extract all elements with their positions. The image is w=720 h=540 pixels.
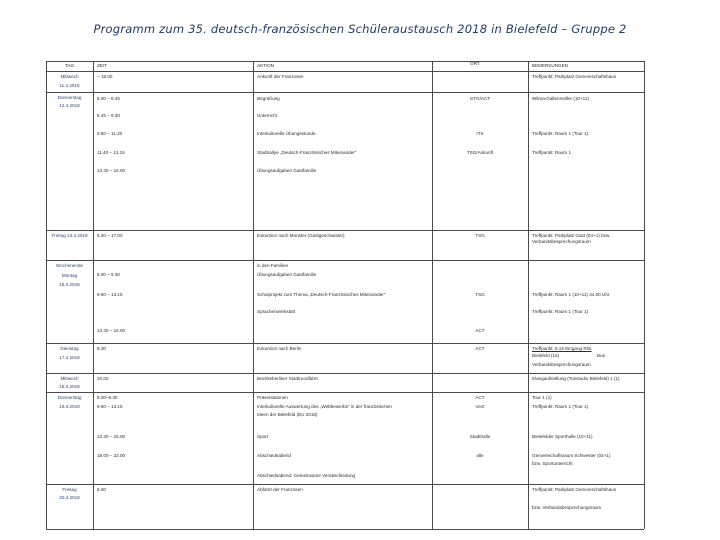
row-time: 13.30 – 15.00 <box>97 168 126 173</box>
row-action: Sprachenwerkstatt <box>257 309 296 314</box>
row-action: Begrüßung <box>257 96 280 101</box>
row-action: in den Familien <box>257 263 289 268</box>
day-label: Donnerstag <box>57 395 82 400</box>
row-line <box>46 260 644 261</box>
row-place: TSG <box>475 233 485 238</box>
row-note: Treffpunkt: Raum 1 (Tour 1) <box>532 131 589 136</box>
row-place: Stadthalle <box>469 434 491 439</box>
header-tag: TAG <box>64 63 75 68</box>
row-action: Ideen der Bielefeld (EU 2018) <box>257 412 318 417</box>
col-line <box>93 61 94 529</box>
row-line <box>46 343 644 344</box>
row-line <box>46 230 644 231</box>
row-note: bzw. Sportunterricht <box>532 461 573 466</box>
row-note: Treffpunkt: 8.15 Eingang Rhit <box>532 346 592 351</box>
row-line <box>46 484 644 485</box>
row-action: Präsentationen <box>257 395 288 400</box>
row-time: 11.40 – 13.15 <box>97 150 125 155</box>
row-note: bzw. Verbandsbesprechungsraum <box>532 505 602 510</box>
row-time: 9.50 – 13.15 <box>97 404 123 409</box>
day-date: 20.4.2018 <box>59 495 80 500</box>
row-note: Gemeinschaftsraum Schwester (04+1) <box>532 453 611 458</box>
row-place: alle <box>476 453 484 458</box>
row-place: TSG <box>475 292 485 297</box>
day-date: 12.4.2018 <box>59 103 80 108</box>
row-line <box>46 71 644 72</box>
row-time: 9.50 – 13.15 <box>97 292 123 297</box>
row-note: Treffpunkt: Parkplatz Gast (04+1) bzw. Verbandsbesprechungsraum <box>532 233 611 244</box>
row-time: 8.30 <box>97 346 106 351</box>
col-line <box>46 61 47 529</box>
day-label: Mittwoch <box>60 376 79 381</box>
row-line <box>46 92 644 93</box>
row-note: Bielefelder Sporthalle (10+11) <box>532 434 593 439</box>
row-note: Tour 1 (1) <box>532 395 552 400</box>
day-date: 18.4.2018 <box>59 384 80 389</box>
row-action: Übungsaufgaben Gastfamilie <box>257 272 317 277</box>
row-place: ACT <box>475 395 485 400</box>
row-action: Ankunft der Franzosen <box>257 74 304 79</box>
row-place: ITS <box>476 131 484 136</box>
row-line <box>46 392 644 393</box>
row-note: Bus <box>597 353 605 358</box>
row-time: ~ 18.00 <box>97 74 113 79</box>
row-place: ACT <box>475 346 485 351</box>
row-note: Treffpunkt: Raum 1 (10+11) 44.00 Uhr <box>532 292 610 297</box>
header-bemerkungen: BEMERKUNGEN <box>532 63 568 68</box>
row-place: TSG/Ankunft <box>466 150 494 155</box>
row-time: 8.45 – 9.30 <box>97 113 120 118</box>
day-date: 16.4.2018 <box>59 282 80 287</box>
row-note: Treffpunkt: Parkplatz Gemeinschaftshaus <box>532 487 617 492</box>
row-footnote: Abschiedsabend: Gemeinsame Verabschiedung <box>257 473 356 478</box>
row-time: 13.30 – 15.00 <box>97 434 126 439</box>
row-action: Sport <box>257 434 268 439</box>
day-date: 17.4.2018 <box>59 355 80 360</box>
col-line <box>528 61 529 529</box>
row-note: Treffpunkt: Raum 1 (Tour 1) <box>532 309 589 314</box>
row-action: Übungsaufgaben Gastfamilie <box>257 168 317 173</box>
page-title: Programm zum 35. deutsch-französischen Schüleraustausch 2018 in Bielefeld – Gruppe 2 <box>93 22 627 36</box>
row-action: Interkulturelle Übungsstunde <box>257 131 316 136</box>
row-note: Treffpunkt: Raum 1 <box>532 150 572 155</box>
row-place: ACT <box>475 328 485 333</box>
row-place: GTG/ACT <box>469 96 491 101</box>
row-action: Unterricht <box>257 113 277 118</box>
row-time: 8.00–9.30 <box>97 395 118 400</box>
row-action: Abfahrt der Franzosen <box>257 487 303 492</box>
day-label: Montag <box>61 273 78 278</box>
day-label: Dienstag <box>60 346 79 351</box>
row-note: Klangaufstellung (Tonstudio Bielefeld) 1 (1) <box>532 376 620 381</box>
day-date: 11.4.2018 <box>59 83 80 88</box>
row-time: 8.00 – 8.45 <box>97 96 120 101</box>
row-time: 13.30 – 15.00 <box>97 328 126 333</box>
row-time: 18.00 – 22.00 <box>97 453 126 458</box>
row-action: Schulprojekt zum Thema „Deutsch-Französisches Miteinander“ <box>257 292 386 297</box>
row-action: Stadtrallye „Deutsch-Französisches Miteinander“ <box>257 150 357 155</box>
col-line <box>253 61 254 529</box>
row-line <box>46 61 644 62</box>
header-aktion: AKTION <box>257 63 275 68</box>
day-date: 19.4.2018 <box>59 404 80 409</box>
row-note: Wilma-Gallenmüller (10+11) <box>532 96 589 101</box>
row-time: 8.00 <box>97 487 106 492</box>
row-action: Exkursion nach Münster (Gastgeschwister) <box>257 233 345 238</box>
row-time: 8.00 – 9.30 <box>97 272 120 277</box>
row-note: Bielefeld (15) <box>532 353 560 358</box>
row-place: Vect <box>475 404 485 409</box>
row-note: Verbandsbesprechungsraum <box>532 362 591 367</box>
row-time: 9.50 – 11.20 <box>97 131 123 136</box>
col-line <box>644 61 645 529</box>
row-action: Bezirksberliner Stadtrundfahrt <box>257 376 318 381</box>
row-action: Interkulturelle Auswertung des „Wettbewerbs“ in der französischen <box>257 404 392 409</box>
day-label: Donnerstag <box>57 95 82 100</box>
row-time: 8.00 – 17.00 <box>97 233 123 238</box>
row-line <box>46 529 644 530</box>
row-action: Exkursion nach Berlin <box>257 346 302 351</box>
day-label: Freitag 13.4.2018 <box>51 233 88 238</box>
row-action: Abschiedsabend <box>257 453 291 458</box>
header-ort: ORT <box>470 61 480 66</box>
row-line <box>46 373 644 374</box>
day-label: Mittwoch <box>60 74 79 79</box>
day-label: Freitag <box>62 487 77 492</box>
row-note: Treffpunkt: Parkplatz Gemeinschaftshaus <box>532 74 617 79</box>
row-note: Treffpunkt: Raum 1 (Tour 1) <box>532 404 589 409</box>
row-time: 20.00 <box>97 376 109 381</box>
header-zeit: ZEIT <box>97 63 107 68</box>
day-label: Wochenende <box>56 263 83 268</box>
